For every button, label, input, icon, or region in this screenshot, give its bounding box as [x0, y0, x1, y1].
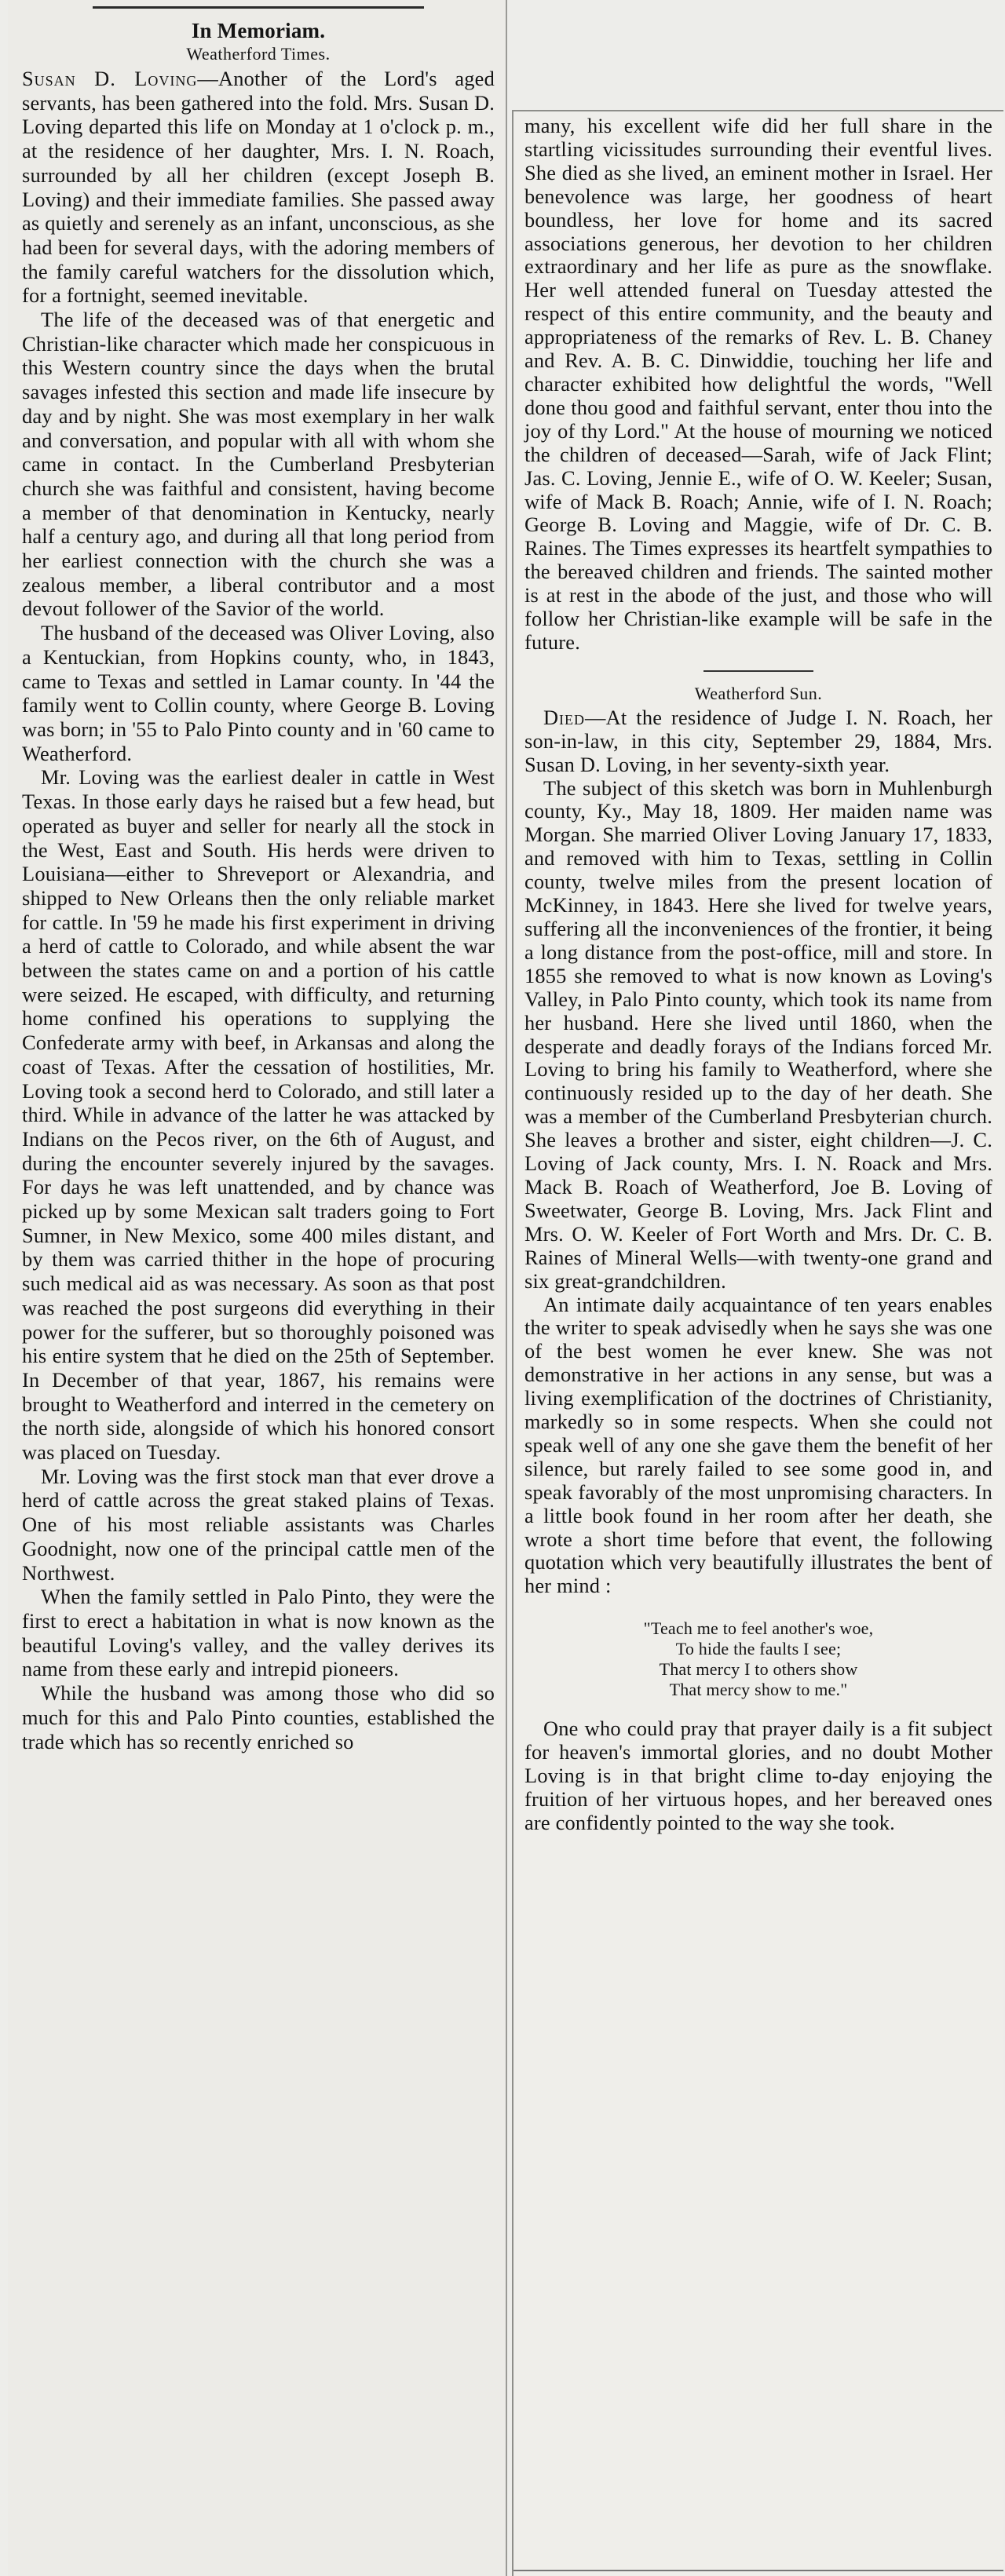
verse-line: To hide the faults I see; [675, 1639, 842, 1659]
verse-line: That mercy show to me." [669, 1680, 848, 1700]
paragraph-acquaintance: An intimate daily acquaintance of ten years enables the writer to speak advisedly when he says she was one of the best women he ever knew. She was not demonstrative in her actions in any sense, but was a living exemplification of the doctrines of Christianity, markedly so in some respects. When she could not speak well of any one she gave them the benefit of her silence, but rarely failed to see some good in, and speak favorably of the most unpromising characters. In a little book found in her room after her death, she wrote a short time before that event, the following quotation which very beautifully illustrates the bent of her mind : [524, 1292, 992, 1598]
top-rule [93, 6, 424, 9]
paragraph-died [524, 706, 992, 777]
died-label: Died [543, 705, 586, 729]
paragraph-trade: While the husband was among those who did so much for this and Palo Pinto counties, established the trade which has so recently enriched so [22, 1681, 495, 1753]
paragraph-cattle-dealer: Mr. Loving was the earliest dealer in cattle in West Texas. In those early days he raised but a few head, but operated as buyer and seller for nearly all the stock in the West, East and South. His herds were driven to Louisiana—either to Shreveport or Alexandria, and shipped to New Orleans then the only reliable market for cattle. In '59 he made his first experiment in driving a herd of cattle to Colorado, and while absent the war between the states came on and a portion of his cattle were seized. He escaped, with difficulty, and returning home confined his operations to supplying the Confederate army with beef, in Arkansas and along the coast of Texas. After the cessation of hostilities, Mr. Loving took a second herd to Colorado, and still later a third. While in advance of the latter he was attacked by Indians on the Pecos river, on the 6th of August, and during the encounter severely injured by the savages. For days he was left unattended, and by chance was picked up by some Mexican salt traders going to Fort Sumner, in New Mexico, some 400 miles distant, and by them was carried thither in the hope of procuring such medical aid as was necessary. As soon as that post was reached the post surgeons did everything in their power for the sufferer, but so thoroughly poisoned was his entire system that he died on the 25th of September. In December of that year, 1867, his remains were brought to Weatherford and interred in the cemetery on the north side, alongside of which his honored consort was placed on Tuesday. [22, 765, 495, 1465]
paragraph-continuation: many, his excellent wife did her full share in the startling vicissitudes surrounding their eventful lives. She died as she lived, an eminent mother in Israel. Her benevolence was large, her goodness of heart boundless, her love for home and its sacred associations generous, her devotion to her children extraordinary and her life as pure as the snowflake. Her well attended funeral on Tuesday attested the respect of this entire community, and the beauty and appropriateness of the remarks of Rev. L. B. Chaney and Rev. A. B. C. Dinwiddie, touching her life and character exhibited how delightful the words, "Well done thou good and faithful servant, enter thou into the joy of thy Lord." At the house of mourning we noticed the children of deceased—Sarah, wife of Jack Flint; Jas. C. Loving, Jennie E., wife of O. W. Keeler; Susan, wife of Mack B. Roach; Annie, wife of I. N. Roach; George B. Loving and Maggie, wife of Dr. C. B. Raines. The Times expresses its heartfelt sympathies to the bereaved children and friends. The sainted mother is at rest in the abode of the just, and those who will follow her Christian-like example will be safe in the future. [524, 114, 992, 654]
right-column [512, 110, 1003, 2576]
verse-line: That mercy I to others show [659, 1659, 858, 1680]
source-line: Weatherford Times. [186, 44, 331, 64]
paragraph-character: The life of the deceased was of that energetic and Christian-like character which made her conspicuous in this Western country since the days when the brutal savages infested this section and made life insecure by day and by night. She was most exemplary in her walk and conversation, and popular with all with whom she came in contact. In the Cumberland Presbyterian church she was faithful and consistent, having become a member of that denomination in Kentucky, nearly half a century ago, and during all that long period from her earliest connection with the church she was a zealous member, a liberal contributor and a most devout follower of the Savior of the world. [22, 308, 495, 621]
section-divider [704, 670, 813, 672]
verse-line: "Teach me to feel another's woe, [643, 1618, 874, 1639]
paragraph-biography: The subject of this sketch was born in Muhlenburgh county, Ky., May 18, 1809. Her maiden name was Morgan. She married Oliver Loving January 17, 1833, and removed with him to Texas, settling in Collin county, twelve miles from the present location of McKinney, in 1843. Here she lived for twelve years, suffering all the inconveniences of the frontier, it being a long distance from the post-office, mill and store. In 1855 she removed to what is now known as Loving's Valley, in Palo Pinto county, which took its name from her husband. Here she lived until 1860, when the desperate and deadly forays of the Indians forced Mr. Loving to bring his family to Weatherford, where she continuously resided up to the day of her death. She was a member of the Cumberland Presbyterian church. She leaves a brother and sister, eight children—J. C. Loving of Jack county, Mrs. I. N. Roack and Mrs. Mack B. Roach of Weatherford, Joe B. Loving of Sweetwater, George B. Loving, Mrs. Jack Flint and Mrs. O. W. Keeler of Fort Worth and Mrs. Dr. C. B. Raines of Mineral Wells—with twenty-one grand and six great-grandchildren. [524, 775, 992, 1293]
paragraph-husband: The husband of the deceased was Oliver Loving, also a Kentuckian, from Hopkins county, who, in 1843, came to Texas and settled in Lamar county. In '44 the family went to Collin county, where George B. Loving was born; in '55 to Palo Pinto county and in '60 came to Weatherford. [22, 621, 495, 765]
paragraph-staked-plains: Mr. Loving was the first stock man that ever drove a herd of cattle across the great staked plains of Texas. One of his most reliable assistants was Charles Goodnight, now one of the principal cattle men of the Northwest. [22, 1464, 495, 1585]
article-heading: In Memoriam. [191, 19, 326, 42]
died-text: —At the residence of Judge I. N. Roach, her son-in-law, in this city, September 29, 1884, Mrs. Susan D. Loving, in her seventy-sixth year. [524, 705, 992, 776]
paragraph-lead [22, 67, 495, 308]
paragraph-palo-pinto: When the family settled in Palo Pinto, they were the first to erect a habitation in what is now known as the beautiful Loving's valley, and the valley derives its name from these early and intrepid pioneers. [22, 1585, 495, 1681]
lead-name: Susan D. Loving [22, 67, 198, 90]
bottom-rule [513, 2570, 1003, 2571]
lead-text: —Another of the Lord's aged servants, has been gathered into the fold. Mrs. Susan D. Loving departed this life on Monday at 1 o'clock p. m., at the residence of her daughter, Mrs. I. N. Roach, surrounded by all her children (except Joseph B. Loving) and their immediate families. She passed away as quietly and serenely as an infant, unconscious, as she had been for several days, with the adoring members of the family careful watchers for the dissolution which, for a fortnight, seemed inevitable. [22, 67, 495, 308]
quoted-verse [524, 1618, 992, 1700]
paragraph-closing: One who could pray that prayer daily is a fit subject for heaven's immortal glories, and no doubt Mother Loving is in that bright clime to-day enjoying the fruition of her virtuous hopes, and her bereaved ones are confidently pointed to the way she took. [524, 1717, 992, 1834]
left-column [8, 0, 507, 2576]
source-line-2: Weatherford Sun. [694, 683, 823, 703]
